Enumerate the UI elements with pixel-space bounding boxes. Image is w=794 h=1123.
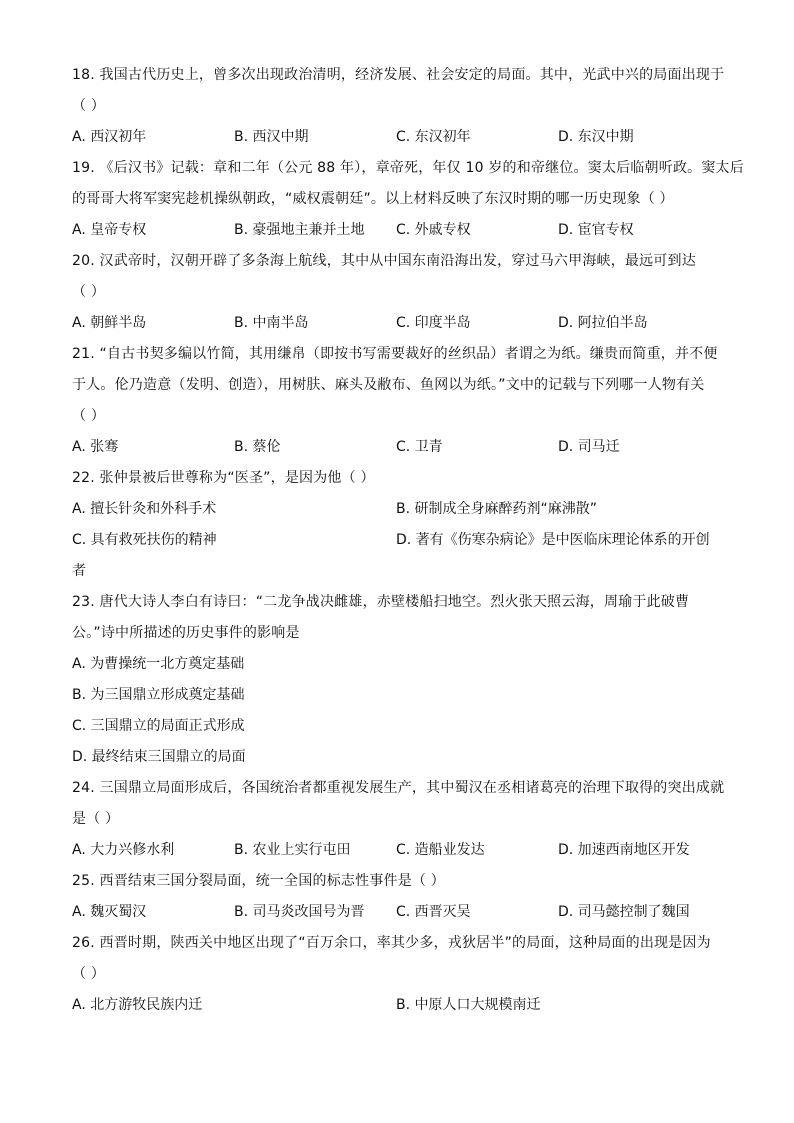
question-text-line: 19. 《后汉书》记载：章和二年（公元 88 年），章帝死，年仅 10 岁的和帝继位。窦太后临朝听政。窦太后	[72, 160, 744, 176]
question-text-line: 26. 西晋时期，陕西关中地区出现了“百万余口，率其少多，戎狄居半”的局面，这种局面的出现是因为	[72, 935, 711, 951]
question-text-line: 25. 西晋结束三国分裂局面，统一全国的标志性事件是（ ）	[72, 873, 445, 889]
options-row	[72, 525, 722, 556]
question-20	[72, 246, 722, 339]
option-continuation: 者	[72, 563, 86, 579]
option-d: D. 最终结束三国鼎立的局面	[72, 749, 246, 765]
question-text-line: （ ）	[72, 284, 106, 300]
option-c: C. 具有救死扶伤的精神	[72, 532, 217, 548]
options-row	[72, 122, 722, 153]
option-c: C. 卫青	[396, 439, 443, 455]
option-a: A. 西汉初年	[72, 129, 147, 145]
option-b: B. 司马炎改国号为晋	[234, 904, 365, 920]
option-c: C. 外戚专权	[396, 222, 471, 238]
question-text-line: 22. 张仲景被后世尊称为“医圣”，是因为他（ ）	[72, 470, 375, 486]
option-a: A. 为曹操统一北方奠定基础	[72, 656, 245, 672]
option-b: B. 中南半岛	[234, 315, 309, 331]
question-22	[72, 463, 722, 587]
option-a: A. 张骞	[72, 439, 119, 455]
option-c: C. 造船业发达	[396, 842, 485, 858]
question-19	[72, 153, 744, 246]
question-text-line: 的哥哥大将军窦宪趁机操纵朝政，“威权震朝廷”。以上材料反映了东汉时期的哪一历史现象（ ）	[72, 191, 674, 207]
question-text-line: （ ）	[72, 408, 106, 424]
option-b: B. 豪强地主兼并土地	[234, 222, 365, 238]
options-row	[72, 494, 722, 525]
question-25	[72, 866, 722, 928]
options-row	[72, 649, 722, 680]
option-d: D. 阿拉伯半岛	[558, 315, 648, 331]
options-row	[72, 990, 722, 1021]
option-a: A. 皇帝专权	[72, 222, 147, 238]
options-row	[72, 835, 722, 866]
option-b: B. 研制成全身麻醉药剂“麻沸散”	[396, 501, 598, 517]
question-text-line: 18. 我国古代历史上，曾多次出现政治清明，经济发展、社会安定的局面。其中，光武中兴的局面出现于	[72, 67, 725, 83]
options-row	[72, 742, 722, 773]
options-row	[72, 680, 722, 711]
option-d: D. 宦官专权	[558, 222, 634, 238]
question-text-line: 是（ ）	[72, 811, 120, 827]
question-24	[72, 773, 725, 866]
option-c: C. 东汉初年	[396, 129, 471, 145]
option-a: A. 擅长针灸和外科手术	[72, 501, 217, 517]
option-a: A. 魏灭蜀汉	[72, 904, 147, 920]
option-b: B. 为三国鼎立形成奠定基础	[72, 687, 245, 703]
option-d: D. 司马懿控制了魏国	[558, 904, 690, 920]
option-b: B. 蔡伦	[234, 439, 281, 455]
option-b: B. 农业上实行屯田	[234, 842, 351, 858]
question-text-line: （ ）	[72, 98, 106, 114]
question-text-line: 20. 汉武帝时，汉朝开辟了多条海上航线，其中从中国东南沿海出发，穿过马六甲海峡，最远可到达	[72, 253, 696, 269]
exam-page	[72, 60, 744, 1021]
question-23	[72, 587, 722, 773]
options-row	[72, 897, 722, 928]
question-text-line: 公。”诗中所描述的历史事件的影响是	[72, 625, 300, 641]
option-d: D. 加速西南地区开发	[558, 842, 690, 858]
option-c: C. 三国鼎立的局面正式形成	[72, 718, 245, 734]
question-21	[72, 339, 722, 463]
option-c: C. 印度半岛	[396, 315, 471, 331]
question-text-line: 24. 三国鼎立局面形成后，各国统治者都重视发展生产，其中蜀汉在丞相诸葛亮的治理下取得的突出成就	[72, 780, 725, 796]
option-a: A. 大力兴修水利	[72, 842, 175, 858]
option-a: A. 朝鲜半岛	[72, 315, 147, 331]
options-row	[72, 308, 722, 339]
options-row	[72, 711, 722, 742]
option-d: D. 著有《伤寒杂病论》是中医临床理论体系的开创	[396, 532, 710, 548]
option-b: B. 西汉中期	[234, 129, 309, 145]
question-text-line: 21. “自古书契多编以竹简，其用缣帛（即按书写需要裁好的丝织品）者谓之为纸。缣贵而简重，并不便	[72, 346, 718, 362]
option-a: A. 北方游牧民族内迁	[72, 997, 203, 1013]
options-row	[72, 432, 722, 463]
question-26	[72, 928, 722, 1021]
option-c: C. 西晋灭吴	[396, 904, 471, 920]
options-row	[72, 215, 722, 246]
option-d: D. 司马迁	[558, 439, 620, 455]
option-b: B. 中原人口大规模南迁	[396, 997, 541, 1013]
question-text-line: 23. 唐代大诗人李白有诗曰：“二龙争战决雌雄，赤壁楼船扫地空。烈火张天照云海，周瑜于此破曹	[72, 594, 690, 610]
question-text-line: 于人。伦乃造意（发明、创造），用树肤、麻头及敝布、鱼网以为纸。”文中的记载与下列哪一人物有关	[72, 377, 705, 393]
question-18	[72, 60, 725, 153]
question-text-line: （ ）	[72, 966, 106, 982]
option-d: D. 东汉中期	[558, 129, 634, 145]
